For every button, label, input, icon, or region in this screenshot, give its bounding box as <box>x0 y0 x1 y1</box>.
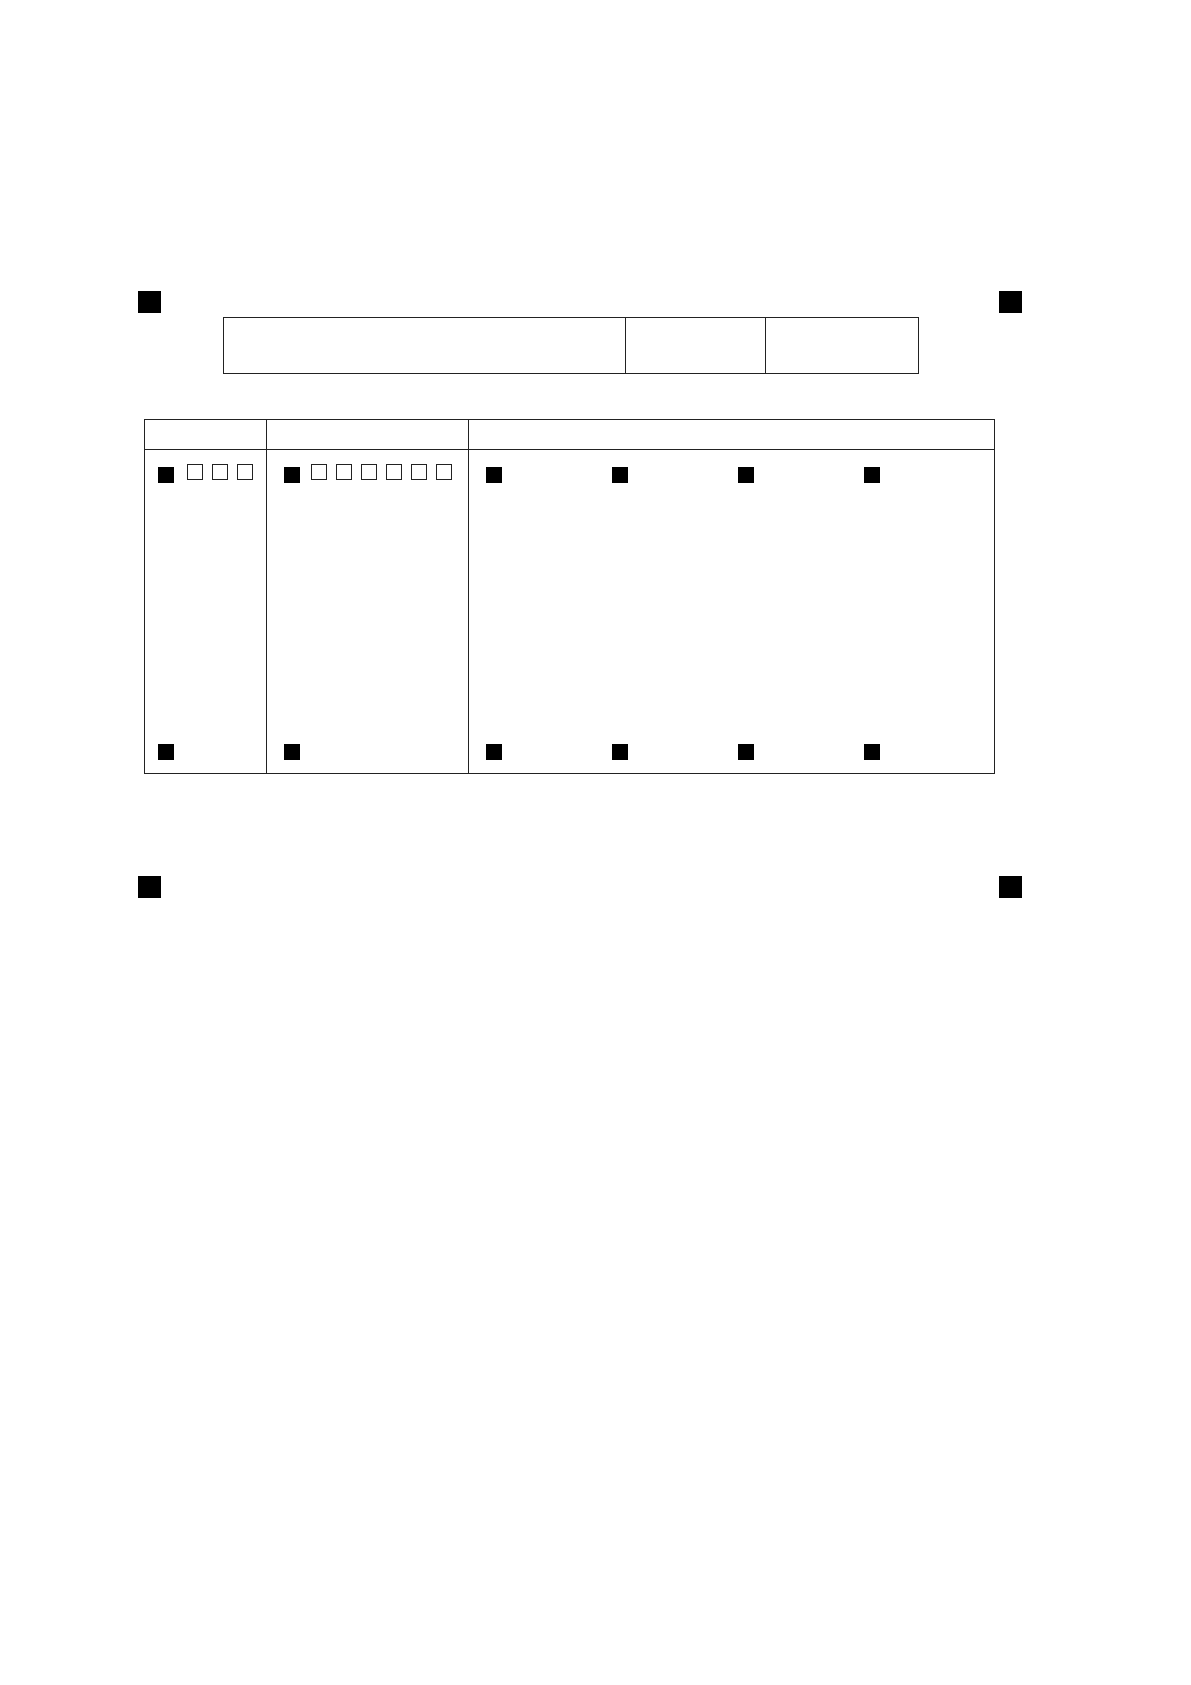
timing-marker <box>612 744 628 760</box>
ma-de-write-box[interactable] <box>187 464 203 480</box>
so-bao-danh-heading <box>266 420 468 449</box>
answer-grid-frame <box>144 419 995 774</box>
sbd-write-box[interactable] <box>386 464 402 480</box>
timing-marker <box>864 467 880 483</box>
timing-marker <box>612 467 628 483</box>
dap-an-heading <box>468 420 994 449</box>
name-field[interactable] <box>224 318 626 373</box>
sbd-write-box[interactable] <box>411 464 427 480</box>
timing-marker <box>158 744 174 760</box>
sbd-write-box[interactable] <box>436 464 452 480</box>
column-divider <box>266 420 267 773</box>
header-divider <box>145 449 994 450</box>
timing-marker <box>738 467 754 483</box>
ma-de-write-box[interactable] <box>237 464 253 480</box>
ma-de-write-box[interactable] <box>212 464 228 480</box>
score-field[interactable] <box>766 318 918 373</box>
column-divider <box>468 420 469 773</box>
alignment-marker-top-right <box>999 291 1022 313</box>
timing-marker <box>284 467 300 483</box>
timing-marker <box>284 744 300 760</box>
student-info-box <box>223 317 919 374</box>
ma-de-heading <box>145 420 266 449</box>
alignment-marker-top-left <box>138 291 161 313</box>
sbd-write-box[interactable] <box>336 464 352 480</box>
timing-marker <box>864 744 880 760</box>
timing-marker <box>158 467 174 483</box>
timing-marker <box>486 744 502 760</box>
alignment-marker-bottom-right <box>999 876 1022 898</box>
timing-marker <box>738 744 754 760</box>
class-field[interactable] <box>626 318 765 373</box>
alignment-marker-bottom-left <box>138 876 161 898</box>
sbd-write-box[interactable] <box>311 464 327 480</box>
timing-marker <box>486 467 502 483</box>
sbd-write-box[interactable] <box>361 464 377 480</box>
